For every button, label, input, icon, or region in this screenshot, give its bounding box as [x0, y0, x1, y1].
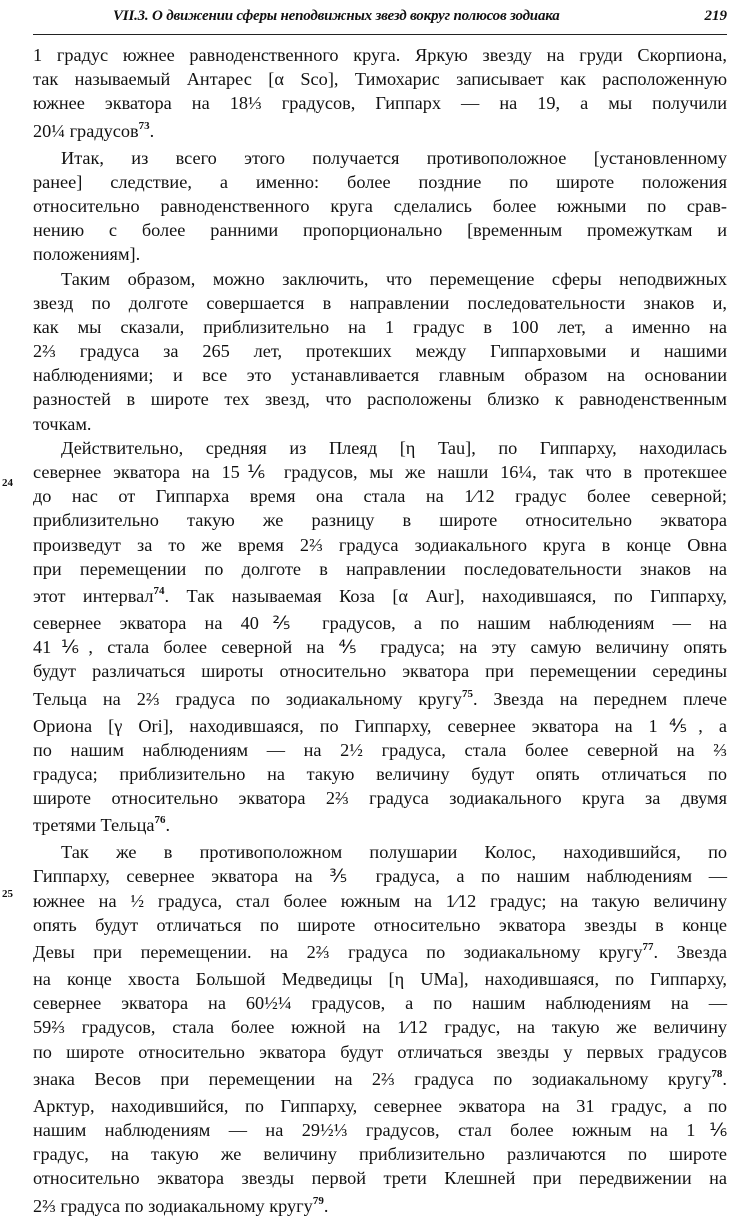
- chapter-title: VII.3. О движении сферы неподвижных звезд вокруг полюсов зодиака: [113, 8, 560, 24]
- text-line: относительно равноденственного круга сделались более южными по срав-: [33, 195, 727, 216]
- text-line: относительно экватора звезды первой трети Клешней при передвижении на: [33, 1168, 727, 1189]
- text-run: третями Тельца: [33, 815, 155, 836]
- text-line: [33, 684, 727, 714]
- footnote-ref[interactable]: 76: [154, 814, 166, 827]
- text-line: градуса; приблизительно на такую величину будут опять отличаться по: [33, 763, 727, 784]
- text-line: [33, 116, 727, 146]
- footnote-ref[interactable]: 74: [153, 584, 165, 597]
- text-line: 1 градус южнее равноденственного круга. Яркую звезду на груди Скорпиона,: [33, 45, 727, 65]
- text-line: широте относительно экватора 2⅔ градуса зодиакального круга за двумя: [33, 788, 727, 809]
- text-run: . Звезда на переднем плече: [472, 688, 727, 709]
- text-line: Таким образом, можно заключить, что перемещение сферы неподвижных: [61, 268, 727, 289]
- text-run: .: [149, 120, 155, 141]
- text-line: Так же в противоположном полушарии Колос, находившийся, по: [61, 842, 727, 863]
- text-run: 2⅔ градуса по зодиакальному кругу: [33, 1195, 313, 1216]
- text-line: южнее на ½ градуса, стал более южным на 1⁄12 градус; на такую величину: [33, 890, 727, 911]
- footnote-ref[interactable]: 73: [138, 119, 150, 132]
- running-head: [33, 4, 727, 28]
- footnote-ref[interactable]: 78: [711, 1067, 723, 1080]
- paragraph: [33, 43, 727, 146]
- text-line: севернее экватора на 60½¼ градусов, а по нашим наблюдениям на —: [33, 993, 727, 1014]
- text-line: Итак, из всего этого получается противоположное [установленному: [61, 147, 727, 168]
- text-line: так называемый Антарес [α Sco], Тимохарис записывает как расположенную: [33, 69, 727, 90]
- text-run: этот интервал: [33, 585, 154, 606]
- text-line: по нашим наблюдениям — на 2½ градуса, стала более северной на ⅔: [33, 739, 727, 760]
- footnote-ref[interactable]: 75: [461, 687, 473, 700]
- text-line: по широте относительно экватора будут отличаться звезды у первых градусов: [33, 1041, 727, 1062]
- text-line: севернее экватора на 40⅖ градусов, а по нашим наблюдениям — на: [33, 612, 727, 633]
- paragraph: [33, 436, 727, 840]
- text-line: [33, 1191, 727, 1221]
- text-run: Тельца на 2⅔ градуса по зодиакальному кругу: [33, 688, 462, 709]
- header-rule: [33, 34, 727, 35]
- footnote-ref[interactable]: 79: [312, 1194, 324, 1207]
- text-line: положениям].: [33, 244, 141, 265]
- text-line: произведут за то же время 2⅔ градуса зодиакального круга в конце Овна: [33, 534, 727, 555]
- text-line: южнее экватора на 18⅓ градусов, Гиппарх — на 19, а мы получили: [33, 93, 727, 114]
- text-run: Девы при перемещении. на 2⅔ градуса по зодиакальному кругу: [33, 942, 643, 962]
- text-line: севернее экватора на 15⅙ градусов, мы же нашли 16¼, так что в протекшее: [33, 462, 727, 482]
- text-line: [33, 810, 727, 840]
- text-line: разностей в широте тех звезд, что расположены близко к равноденственным: [33, 389, 727, 410]
- text-line: приблизительно такую же разницу в широте относительно экватора: [33, 510, 727, 531]
- text-line: при перемещении по долготе в направлении последовательности знаков на: [33, 558, 727, 579]
- text-line: 41⅙, стала более северной на ⅘ градуса; на эту самую величину опять: [33, 637, 727, 658]
- text-line: [33, 581, 727, 611]
- text-run: знака Весов при перемещении на 2⅔ градуса по зодиакальному кругу: [33, 1068, 712, 1089]
- text-run: 20¼ градусов: [33, 120, 139, 141]
- text-line: Гиппарху, севернее экватора на ⅗ градуса, а по нашим наблюдениям —: [33, 866, 727, 887]
- text-run: .: [165, 815, 171, 836]
- text-line: 59⅔ градусов, стала более южной на 1⁄12 градус, на такую же величину: [33, 1017, 727, 1038]
- text-line: точкам.: [33, 413, 92, 434]
- text-line: наблюдениями; и все это устанавливается главным образом на основании: [33, 365, 727, 386]
- paragraph: [33, 146, 727, 267]
- text-line: будут различаться широты относительно экватора при перемещении середины: [33, 661, 727, 682]
- paragraph: [33, 267, 727, 436]
- text-line: [33, 937, 727, 967]
- text-line: Арктур, находившийся, по Гиппарху, севернее экватора на 31 градус, а по: [33, 1095, 727, 1116]
- text-run: .: [323, 1195, 329, 1216]
- text-run: . Звезда: [653, 942, 728, 962]
- text-line: нению с более ранними пропорционально [временным промежуткам и: [33, 220, 727, 241]
- text-line: градус, на такую же величину приблизительно различаются по широте: [33, 1144, 727, 1165]
- body-text: [33, 43, 727, 1221]
- text-run: .: [722, 1068, 727, 1089]
- text-line: Действительно, средняя из Плеяд [η Tau], по Гиппарху, находилась: [61, 437, 727, 458]
- text-line: опять будут отличаться по широте относительно экватора звезды в конце: [33, 914, 727, 935]
- text-line: 2⅔ градуса за 265 лет, протекших между Гиппарховыми и нашими: [33, 341, 727, 362]
- text-line: ранее] следствие, а именно: более поздние по широте положения: [33, 171, 727, 192]
- footnote-ref[interactable]: 77: [642, 941, 654, 953]
- paragraph: [33, 840, 727, 1220]
- text-line: нашим наблюдениям — на 29½⅓ градусов, стал более южным на 1⅙: [33, 1119, 727, 1140]
- text-line: [33, 1064, 727, 1094]
- text-line: до нас от Гиппарха время она стала на 1⁄12 градус более северной;: [33, 486, 727, 507]
- text-run: . Так называемая Коза [α Aur], находившаяся, по Гиппарху,: [164, 585, 727, 606]
- text-line: как мы сказали, приблизительно на 1 градус в 100 лет, а именно на: [33, 316, 727, 337]
- text-line: Ориона [γ Ori], находившаяся, по Гиппарху, севернее экватора на 1⅘, а: [33, 715, 727, 736]
- text-line: на конце хвоста Большой Медведицы [η UMa], находившаяся, по Гиппарху,: [33, 969, 727, 989]
- page-number: 219: [704, 8, 727, 24]
- text-line: звезд по долготе совершается в направлении последовательности знаков и,: [33, 292, 727, 313]
- margin-section-number: 25: [2, 888, 13, 900]
- margin-section-number: 24: [2, 477, 13, 489]
